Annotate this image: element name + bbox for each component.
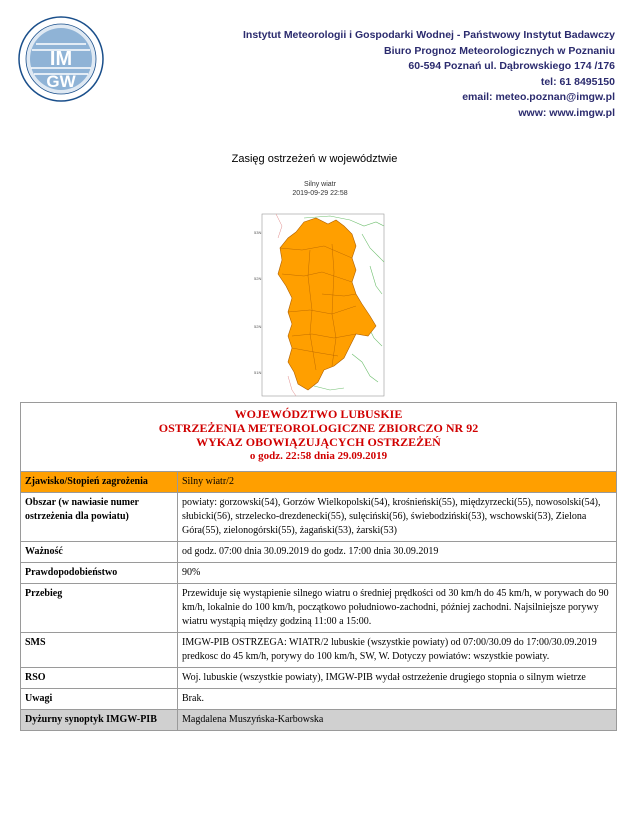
row-label: Dyżurny synoptyk IMGW-PIB [21, 710, 178, 731]
row-value: 90% [178, 563, 617, 584]
logo-text-top: IM [49, 48, 73, 70]
row-label: Przebieg [21, 584, 178, 633]
row-label: Zjawisko/Stopień zagrożenia [21, 472, 178, 493]
phone: tel: 61 8495150 [540, 75, 615, 88]
lat-label: 52N [254, 324, 262, 329]
row-value: Przewiduje się wystąpienie silnego wiatru o średniej prędkości od 30 km/h do 45 km/h, w porywach do 90 km/h, lokalnie do 100 km/h, początkowo południowo-zachodni, później zachodni. Najsilniejsze porywy wiatru wystąpią między godziną 11:00 a 15:00. [178, 584, 617, 633]
lat-label: 51N [254, 370, 262, 375]
table-row [21, 633, 617, 668]
table-row [21, 472, 617, 493]
row-label: Obszar (w nawiasie numer ostrzeżenia dla powiatu) [21, 493, 178, 542]
office-name: Biuro Prognoz Meteorologicznych w Poznaniu [383, 44, 615, 57]
logo-text-bottom: GW [46, 72, 76, 91]
row-label: SMS [21, 633, 178, 668]
table-row [21, 689, 617, 710]
table-row [21, 584, 617, 633]
row-value: Silny wiatr/2 [178, 472, 617, 493]
address: 60-594 Poznań ul. Dąbrowskiego 174 /176 [408, 60, 615, 72]
institute-header [243, 28, 615, 121]
table-row [21, 563, 617, 584]
website[interactable]: www: www.imgw.pl [518, 106, 615, 119]
map-title: Silny wiatr [304, 181, 336, 188]
warning-map [252, 176, 388, 404]
table-row [21, 668, 617, 689]
lat-label: 53N [254, 230, 262, 235]
row-value: od godz. 07:00 dnia 30.09.2019 do godz. 17:00 dnia 30.09.2019 [178, 542, 617, 563]
row-label: Uwagi [21, 689, 178, 710]
email[interactable]: email: meteo.poznan@imgw.pl [462, 91, 615, 103]
warning-title [21, 403, 617, 472]
title-line: WOJEWÓDZTWO LUBUSKIE [234, 407, 403, 421]
map-subtitle: Zasięg ostrzeżeń w województwie [231, 153, 398, 165]
row-label: RSO [21, 668, 178, 689]
row-value: IMGW-PIB OSTRZEGA: WIATR/2 lubuskie (wszystkie powiaty) od 07:00/30.09 do 17:00/30.09.2019 predkosc do 45 km/h, porywy do 100 km/h, SW, W. Dotyczy powiatów: wszystkie powiaty. [178, 633, 617, 668]
lat-label: 52N [254, 276, 262, 281]
row-value: Woj. lubuskie (wszystkie powiaty), IMGW-PIB wydał ostrzeżenie drugiego stopnia o silnym wietrze [178, 668, 617, 689]
title-line: OSTRZEŻENIA METEOROLOGICZNE ZBIORCZO NR 92 [158, 421, 479, 435]
table-row [21, 542, 617, 563]
row-label: Ważność [21, 542, 178, 563]
row-value: Brak. [178, 689, 617, 710]
title-line: o godz. 22:58 dnia 29.09.2019 [249, 450, 388, 462]
row-label: Prawdopodobieństwo [21, 563, 178, 584]
title-line: WYKAZ OBOWIĄZUJĄCYCH OSTRZEŻEŃ [196, 435, 441, 449]
row-value: Magdalena Muszyńska-Karbowska [178, 710, 617, 731]
table-row [21, 710, 617, 731]
row-value: powiaty: gorzowski(54), Gorzów Wielkopolski(54), krośnieński(55), międzyrzecki(55), nowosolski(54), słubicki(56), strzelecko-drezdenecki(55), sulęciński(56), świebodziński(53), wschowski(53), Zielona Góra(55), zielonogórski(55), żagański(53), żarski(53) [178, 493, 617, 542]
imgw-logo [18, 16, 104, 102]
warning-table [20, 402, 617, 731]
table-row [21, 493, 617, 542]
institute-name: Instytut Meteorologii i Gospodarki Wodnej - Państwowy Instytut Badawczy [242, 29, 615, 41]
map-datetime: 2019-09-29 22:58 [292, 190, 348, 197]
